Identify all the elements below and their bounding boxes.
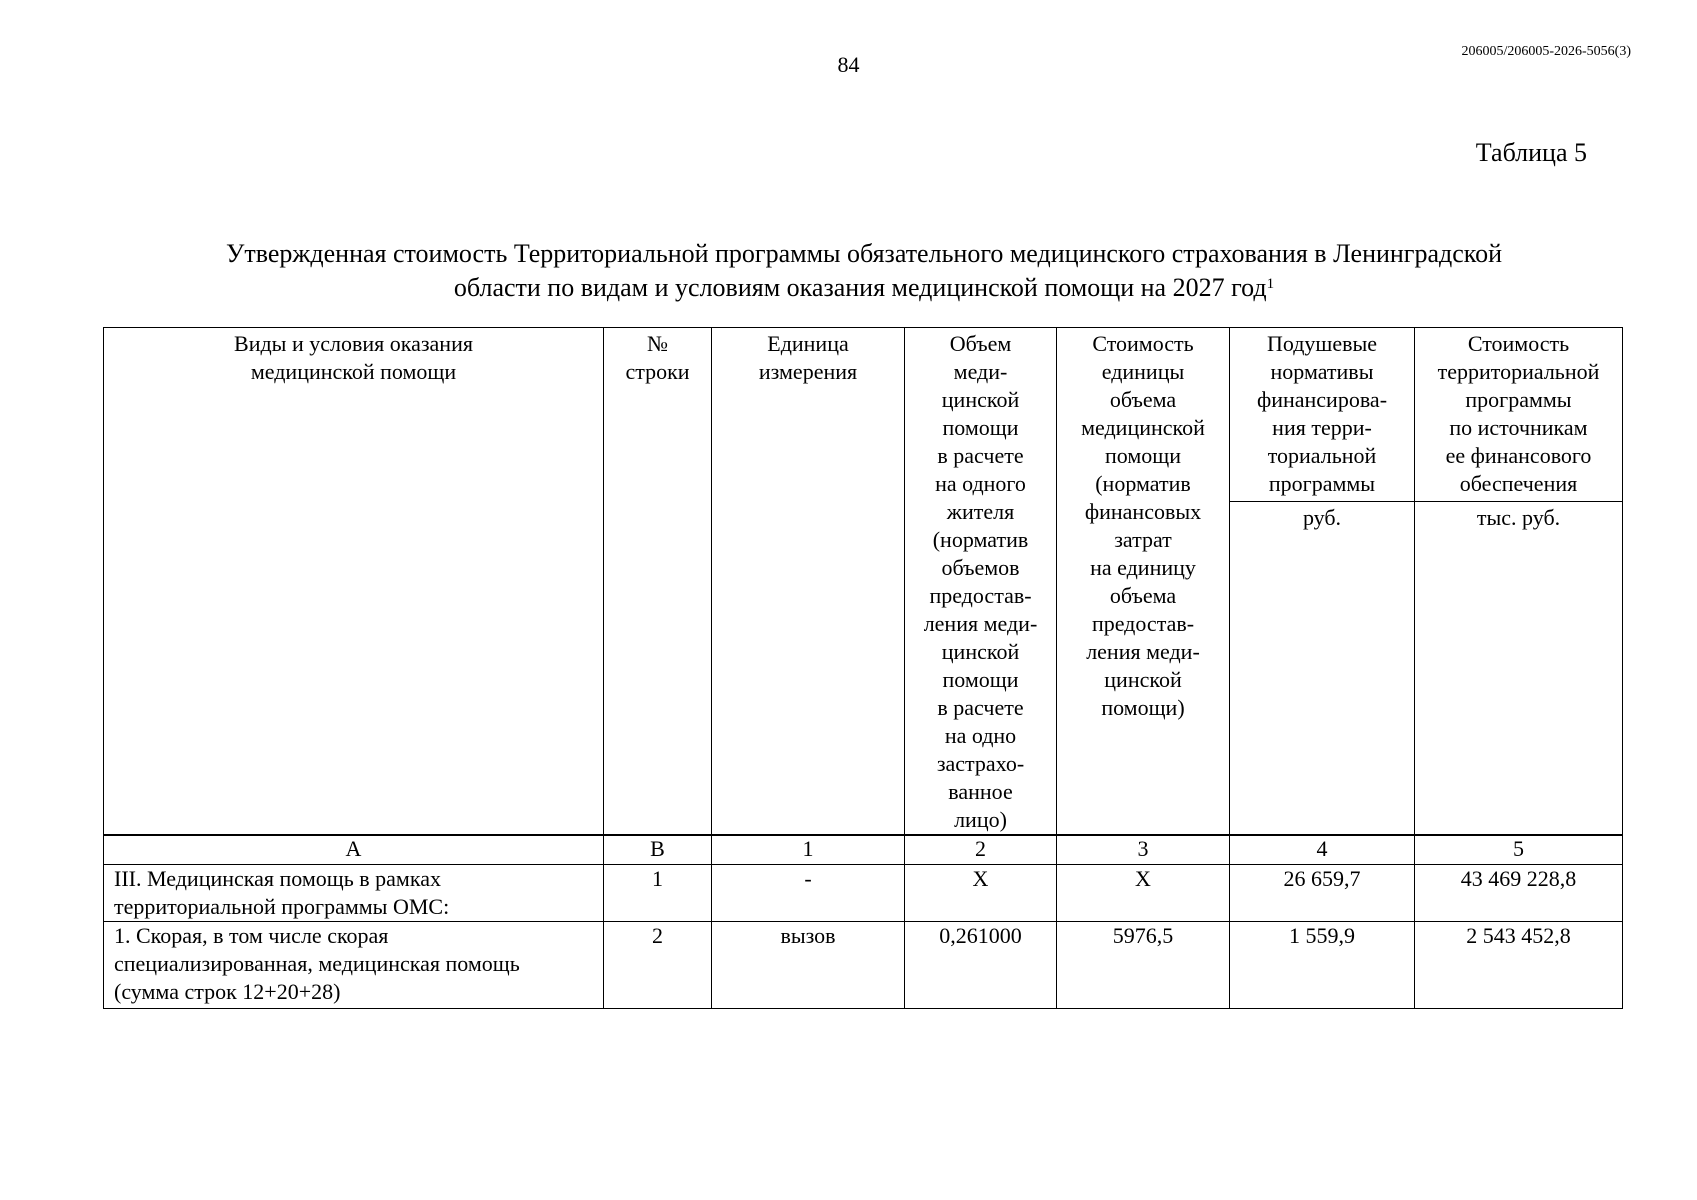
header-line: помощи [1105, 443, 1181, 468]
header-line: нормативы [1270, 359, 1374, 384]
header-line: ванное [948, 779, 1013, 804]
header-line: ления меди- [923, 611, 1038, 636]
index-cell: 3 [1057, 836, 1230, 865]
header-cell-kind [104, 328, 604, 835]
index-cell: А [104, 836, 604, 865]
table-body [103, 835, 1623, 1009]
row-number-cell: 1 [604, 865, 712, 922]
header-line: помощи [942, 667, 1019, 692]
column-index-row [104, 836, 1623, 865]
header-line: объемов [941, 555, 1020, 580]
table-label: Таблица 5 [1475, 138, 1587, 167]
table-row [104, 865, 1623, 922]
header-line: ния терри- [1272, 415, 1372, 440]
header-line: ления меди- [1086, 639, 1200, 664]
index-cell: 1 [712, 836, 905, 865]
header-line: цинской [1104, 667, 1182, 692]
header-line: меди- [953, 359, 1008, 384]
index-cell: 2 [905, 836, 1057, 865]
row-name-line: III. Медицинская помощь в рамках [114, 866, 441, 891]
header-line: затрат [1114, 527, 1172, 552]
header-line: финансирова- [1256, 387, 1388, 412]
header-line: помощи [942, 415, 1019, 440]
header-cell-total-cost [1415, 328, 1623, 502]
header-line: единицы [1101, 359, 1185, 384]
header-line: Виды и условия оказания [234, 331, 473, 356]
unit-cell: - [712, 865, 905, 922]
header-cell-unit [712, 328, 905, 835]
title-footnote-mark: 1 [1266, 276, 1275, 292]
header-line: финансовых [1084, 499, 1202, 524]
header-line: помощи) [1101, 695, 1185, 720]
document-title [104, 237, 1624, 305]
title-line-2-text: области по видам и условиям оказания медицинской помощи на 2027 год [453, 273, 1267, 302]
index-cell: 4 [1230, 836, 1415, 865]
header-line: территориальной [1437, 359, 1600, 384]
header-cell-per-capita-unit: руб. [1230, 502, 1415, 835]
title-line-1: Утвержденная стоимость Территориальной программы обязательного медицинского страхования в Ленинградской [225, 239, 1503, 268]
table-header [103, 327, 1623, 835]
row-name-line: специализированная, медицинская помощь [114, 951, 520, 976]
per-capita-cell: 1 559,9 [1230, 922, 1415, 1009]
header-line: ее финансового [1445, 443, 1592, 468]
header-line: (норматив [1095, 471, 1191, 496]
header-line: ториальной [1267, 443, 1377, 468]
header-cell-total-cost-unit: тыс. руб. [1415, 502, 1623, 835]
row-name-line: (сумма строк 12+20+28) [114, 979, 341, 1004]
header-line: на одно [944, 723, 1017, 748]
header-line: по источникам [1449, 415, 1588, 440]
volume-cell: Х [905, 865, 1057, 922]
header-line: Стоимость [1467, 331, 1570, 356]
header-line: предостав- [929, 583, 1032, 608]
header-line: № [647, 331, 668, 356]
header-line: лицо) [954, 807, 1007, 832]
row-number-cell: 2 [604, 922, 712, 1009]
table-row [104, 922, 1623, 1009]
header-line: цинской [941, 639, 1020, 664]
header-line: в расчете [937, 695, 1024, 720]
header-line: в расчете [937, 443, 1024, 468]
header-cell-per-capita [1230, 328, 1415, 502]
header-line: объема [1109, 583, 1177, 608]
header-line: медицинской [1081, 415, 1205, 440]
index-cell: В [604, 836, 712, 865]
unit-cost-cell: Х [1057, 865, 1230, 922]
index-cell: 5 [1415, 836, 1623, 865]
row-name-line: территориальной программы ОМС: [114, 894, 450, 919]
per-capita-cell: 26 659,7 [1230, 865, 1415, 922]
header-line: Единица [767, 331, 849, 356]
unit-cost-cell: 5976,5 [1057, 922, 1230, 1009]
header-line: предостав- [1091, 611, 1195, 636]
header-line: объема [1109, 387, 1177, 412]
header-cell-row-number [604, 328, 712, 835]
header-cell-volume [905, 328, 1057, 835]
header-line: (норматив [932, 527, 1029, 552]
total-cost-cell: 2 543 452,8 [1415, 922, 1623, 1009]
header-line: Подушевые [1266, 331, 1378, 356]
header-line: медицинской помощи [250, 359, 457, 384]
title-line-2 [104, 271, 1624, 305]
header-line: строки [625, 359, 690, 384]
header-line: Стоимость [1092, 331, 1194, 356]
header-line: программы [1465, 387, 1572, 412]
page-number: 84 [837, 52, 860, 77]
header-cell-unit-cost [1057, 328, 1230, 835]
row-name-line: 1. Скорая, в том числе скорая [114, 923, 389, 948]
row-name-cell [104, 865, 604, 922]
header-line: обеспечения [1459, 471, 1578, 496]
row-name-cell [104, 922, 604, 1009]
document-id: 206005/206005-2026-5056(3) [1461, 44, 1631, 59]
header-line: на единицу [1090, 555, 1196, 580]
header-line: застрахо- [936, 751, 1025, 776]
header-line: программы [1268, 471, 1376, 496]
header-line: Объем [949, 331, 1012, 356]
header-line: на одного [935, 471, 1026, 496]
volume-cell: 0,261000 [905, 922, 1057, 1009]
header-line: измерения [758, 359, 858, 384]
total-cost-cell: 43 469 228,8 [1415, 865, 1623, 922]
unit-cell: вызов [712, 922, 905, 1009]
header-line: жителя [946, 499, 1015, 524]
header-line: цинской [941, 387, 1020, 412]
